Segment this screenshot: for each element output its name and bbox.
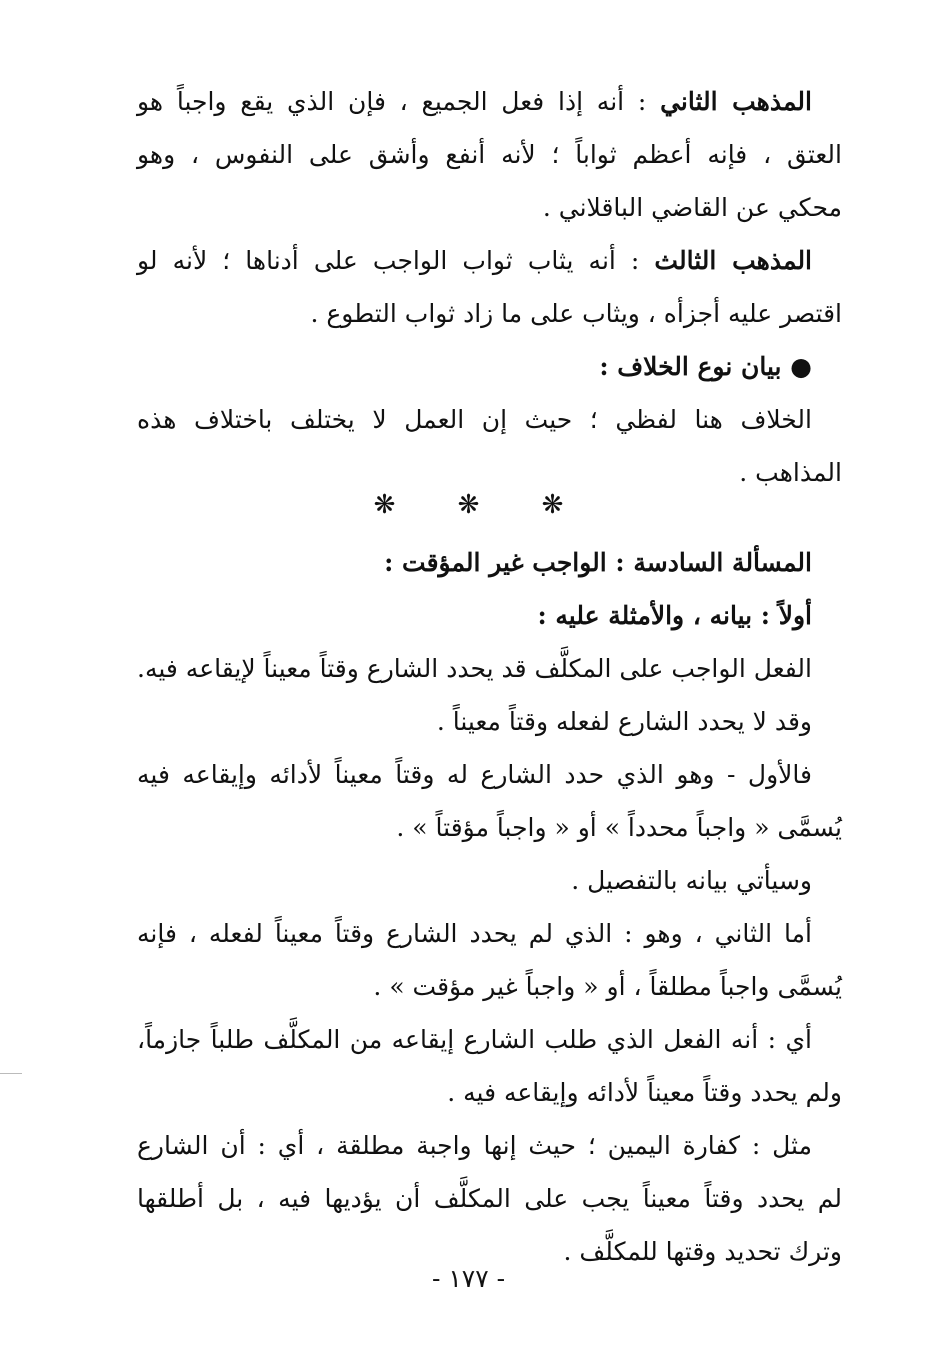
madhhab-second-label: المذهب الثاني	[660, 87, 812, 116]
star-icon: ❋	[457, 490, 480, 520]
paragraph-line: مثل : كفارة اليمين ؛ حيث إنها واجبة مطلقة ، أي : أن الشارع	[137, 1131, 812, 1160]
masala-subtitle: أولاً : بيانه ، والأمثلة عليه :	[537, 601, 812, 630]
paragraph-line: المذاهب .	[739, 458, 842, 487]
paragraph-line: وسيأتي بيانه بالتفصيل .	[571, 866, 812, 895]
madhhab-second-text: : أنه إذا فعل الجميع ، فإن الذي يقع واجباً هو	[137, 87, 661, 116]
star-icon: ❋	[373, 490, 396, 520]
paragraph-line: يُسمَّى واجباً مطلقاً ، أو « واجباً غير مؤقت » .	[373, 972, 842, 1001]
madhhab-third-label: المذهب الثالث	[654, 246, 813, 275]
margin-mark	[0, 1073, 22, 1074]
masala-text-block	[137, 536, 842, 1278]
paragraph-line: محكي عن القاضي الباقلاني .	[542, 193, 842, 222]
paragraph-line: يُسمَّى « واجباً محدداً » أو « واجباً مؤقتاً » .	[396, 813, 842, 842]
madhhab-third-text: : أنه يثاب ثواب الواجب على أدناها ؛ لأنه لو	[137, 246, 655, 275]
page-number: - ١٧٧ -	[431, 1264, 506, 1293]
paragraph-line	[137, 234, 842, 287]
paragraph-line: اقتصر عليه أجزأه ، ويثاب على ما زاد ثواب التطوع .	[310, 299, 842, 328]
paragraph-line	[137, 75, 842, 128]
paragraph-line: وقد لا يحدد الشارع لفعله وقتاً معيناً .	[436, 707, 812, 736]
paragraph-line: ولم يحدد وقتاً معيناً لأدائه وإيقاعه فيه .	[447, 1078, 842, 1107]
paragraph-line: أي : أنه الفعل الذي طلب الشارع إيقاعه من المكلَّف طلباً جازماً،	[137, 1025, 812, 1054]
masala-title: المسألة السادسة : الواجب غير المؤقت :	[384, 548, 812, 577]
paragraph-line: الفعل الواجب على المكلَّف قد يحدد الشارع وقتاً معيناً لإيقاعه فيه.	[137, 654, 812, 683]
paragraph-line: وترك تحديد وقتها للمكلَّف .	[563, 1237, 842, 1266]
paragraph-line: لم يحدد وقتاً معيناً يجب على المكلَّف أن يؤديها فيه ، بل أطلقها	[137, 1184, 842, 1213]
khilaf-heading: ● بيان نوع الخلاف :	[599, 352, 812, 381]
paragraph-line: العتق ، فإنه أعظم ثواباً ؛ لأنه أنفع وأشق على النفوس ، وهو	[137, 140, 842, 169]
paragraph-line: أما الثاني ، وهو : الذي لم يحدد الشارع وقتاً معيناً لفعله ، فإنه	[137, 919, 812, 948]
paragraph-line: فالأول - وهو الذي حدد الشارع له وقتاً معيناً لأدائه وإيقاعه فيه	[137, 760, 812, 789]
paragraph-line: الخلاف هنا لفظي ؛ حيث إن العمل لا يختلف باختلاف هذه	[137, 405, 812, 434]
top-text-block	[137, 75, 842, 499]
section-separator	[0, 490, 937, 530]
star-icon: ❋	[541, 490, 564, 520]
